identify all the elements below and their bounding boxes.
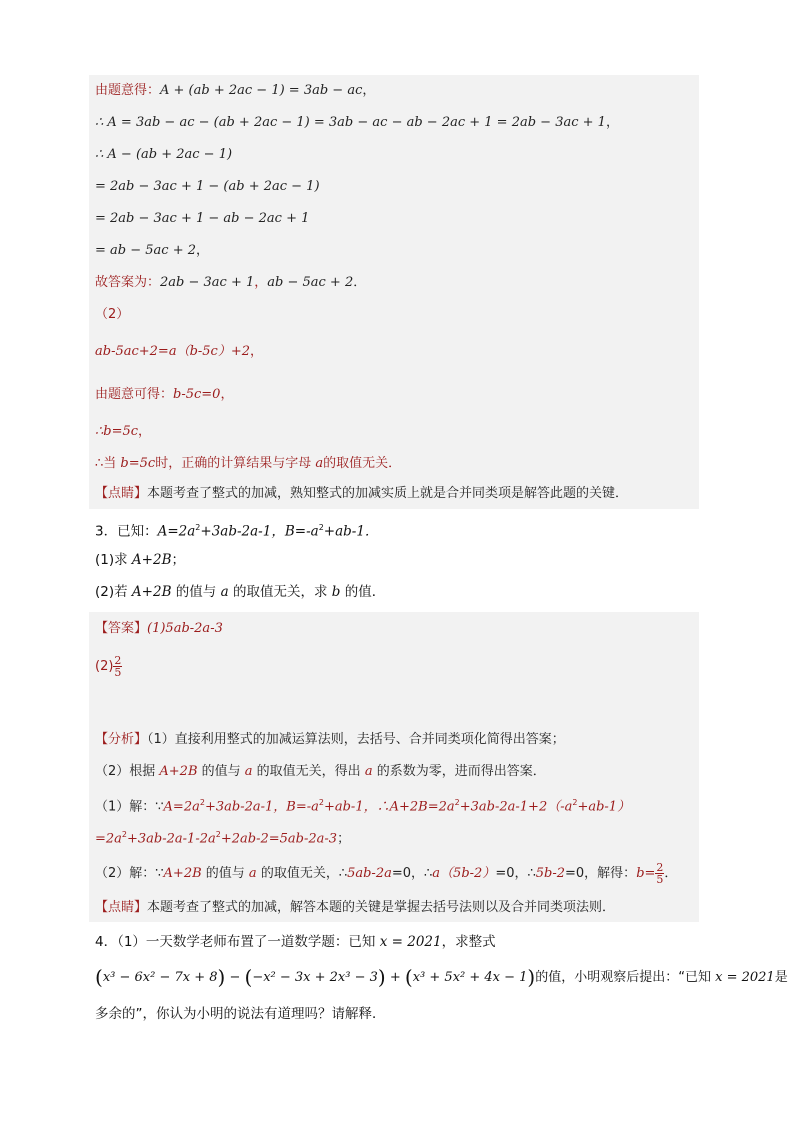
sol2-line-2: ∴ A = 3ab − ac − (ab + 2ac − 1) = 3ab − ac − ab − 2ac + 1 = 2ab − 3ac + 1， [95, 115, 619, 130]
sol2-part2-label: （2） [95, 307, 130, 322]
q3-part2: (2)若 A+2B 的值与 a 的取值无关，求 b 的值． [95, 584, 386, 600]
q3-answer-1: 【答案】(1)5ab-2a-3 [95, 621, 223, 636]
sol2-part2-line-3: ∴b=5c， [95, 424, 152, 439]
sol2-line-3: ∴ A − (ab + 2ac − 1) [95, 147, 233, 162]
q3-analysis-2: （2）根据 A+2B 的值与 a 的取值无关，得出 a 的系数为零，进而得出答案． [95, 764, 546, 779]
q3-solution-2: $=2a^2+3ab-2a-1-2a^2+2ab-2=5ab-2a-3$； [95, 830, 351, 847]
q4-line-2: (x³ − 6x² − 7x + 8) − (−x² − 3x + 2x³ − 3) + (x³ + 5x² + 4x − 1)的值，小明观察后提出：“已知 x = 2021是 [95, 965, 788, 989]
q4-line-1: 4．（1）一天数学老师布置了一道数学题：已知 x = 2021，求整式 [95, 934, 496, 950]
sol2-part2-line-2: 由题意可得：b-5c=0， [95, 387, 234, 402]
sol2-part2-line-1: ab-5ac+2=a（b-5c）+2， [95, 344, 264, 359]
solution-panel-q2 [89, 75, 699, 509]
sol2-line-5: = 2ab − 3ac + 1 − ab − 2ac + 1 [95, 211, 310, 226]
sol2-line-4: = 2ab − 3ac + 1 − (ab + 2ac − 1) [95, 179, 320, 194]
q3-part1: (1)求 A+2B； [95, 552, 185, 568]
sol2-line-6: = ab − 5ac + 2， [95, 243, 210, 258]
sol2-line-1: 由题意得：A + (ab + 2ac − 1) = 3ab − ac， [95, 83, 376, 98]
q3-answer-fraction: $\frac{2}{5}$ [114, 654, 122, 679]
sol2-part2-line-4: ∴当 b=5c时，正确的计算结果与字母 a的取值无关． [95, 456, 402, 471]
q3-solution-fraction: $\frac{2}{5}$ [656, 861, 664, 886]
sol2-line-7: 故答案为：2ab − 3ac + 1，ab − 5ac + 2． [95, 275, 367, 290]
q3-answer-2: (2) $\frac{2}{5}$ [95, 654, 122, 679]
q3-comment: 【点睛】本题考查了整式的加减，解答本题的关键是掌握去括号法则以及合并同类项法则． [95, 900, 616, 915]
q4-line-3: 多余的”，你认为小明的说法有道理吗？请解释． [95, 1006, 386, 1022]
q3-solution-1: （1）解：$\because A=2a^2+3ab-2a-1$，$B=-a^2+ab-1$，$\therefore A+2B=2a^2+3ab-2a-1+2(-a^2+ab-1)$ [95, 798, 631, 815]
q3-solution-3: （2）解：∵A+2B 的值与 a 的取值无关，∴5ab-2a=0，∴a（5b-2）=0，∴5b-2=0，解得：b= $\frac{2}{5}$ ． [95, 861, 678, 886]
q3-analysis-1: 【分析】（1）直接利用整式的加减运算法则，去括号、合并同类项化简得出答案； [95, 732, 565, 747]
sol2-comment: 【点睛】本题考查了整式的加减，熟知整式的加减实质上就是合并同类项是解答此题的关键． [95, 486, 629, 501]
q3-stem: 3．已知：$A=2a^2+3ab-2a-1$，$B=-a^2+ab-1$． [95, 523, 379, 540]
